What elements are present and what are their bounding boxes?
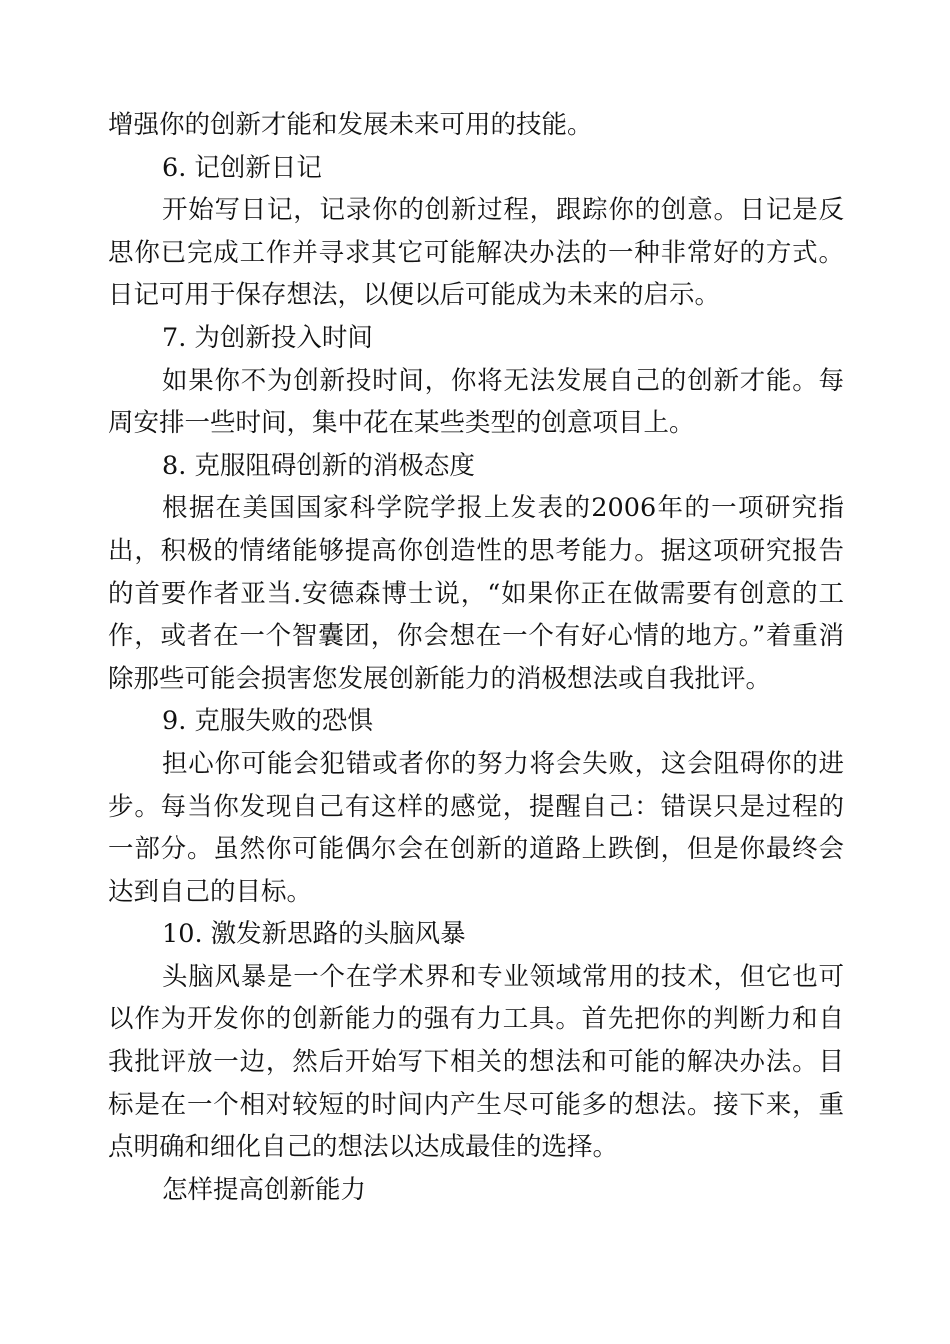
paragraph-10: 头脑风暴是一个在学术界和专业领域常用的技术，但它也可以作为开发你的创新能力的强有力工具。首先把你的判断力和自我批评放一边，然后开始写下相关的想法和可能的解决办法。目标是在一个相对较短的时间内产生尽可能多的想法。接下来，重点明确和细化自己的想法以达成最佳的选择。 (108, 961, 844, 1163)
section-heading-how-to-improve: 怎样提高创新能力 (162, 1174, 367, 1205)
paragraph-9: 担心你可能会犯错或者你的努力将会失败，这会阻碍你的进步。每当你发现自己有这样的感觉，提醒自己：错误只是过程的一部分。虽然你可能偶尔会在创新的道路上跌倒，但是你最终会达到自己的目标。 (108, 748, 844, 907)
section-heading-10: 10. 激发新思路的头脑风暴 (162, 919, 466, 950)
paragraph-continuation: 增强你的创新才能和发展未来可用的技能。 (108, 110, 593, 140)
section-heading-7: 7. 为创新投入时间 (162, 322, 373, 353)
section-heading-8: 8. 克服阻碍创新的消极态度 (162, 450, 475, 481)
section-heading-6: 6. 记创新日记 (162, 152, 322, 183)
paragraph-8: 根据在美国国家科学院学报上发表的2006年的一项研究指出，积极的情绪能够提高你创造性的思考能力。据这项研究报告的首要作者亚当.安德森博士说，“如果你正在做需要有创意的工作，或者在一个智囊团，你会想在一个有好心情的地方。”着重消除那些可能会损害您发展创新能力的消极想法或自我批评。 (108, 493, 844, 694)
section-heading-9: 9. 克服失败的恐惧 (162, 706, 373, 737)
paragraph-6: 开始写日记，记录你的创新过程，跟踪你的创意。日记是反思你已完成工作并寻求其它可能解决办法的一种非常好的方式。日记可用于保存想法，以便以后可能成为未来的启示。 (108, 195, 844, 311)
document-body (108, 104, 844, 1211)
paragraph-7: 如果你不为创新投时间，你将无法发展自己的创新才能。每周安排一些时间，集中花在某些类型的创意项目上。 (108, 365, 844, 439)
